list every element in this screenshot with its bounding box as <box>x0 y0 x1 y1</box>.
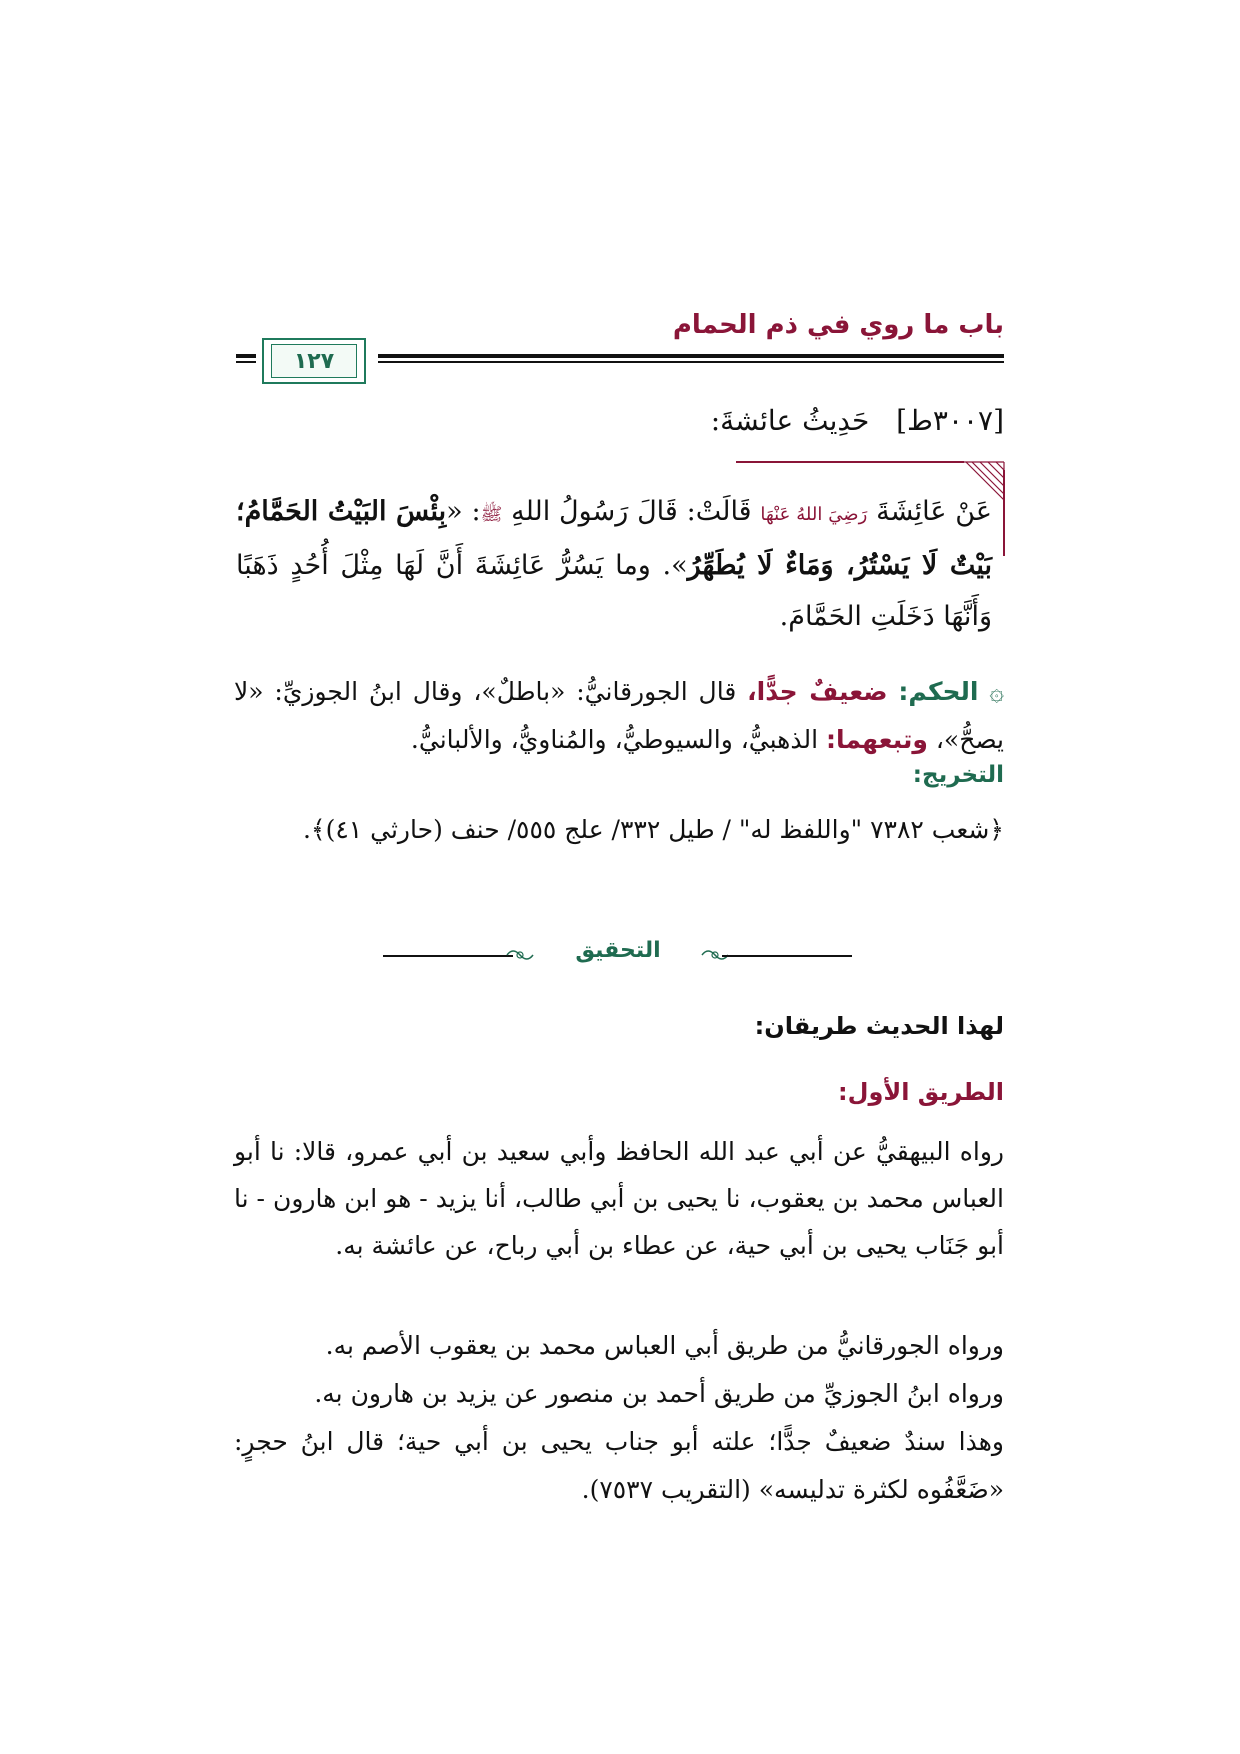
matn-rest: ». وما يَسُرُّ عَائِشَةَ أَنَّ لَهَا مِثْلَ أُحُدٍ ذَهَبًا وَأَنَّهَا دَخَلَتِ الحَمَّامَ. <box>236 550 992 632</box>
hadith-heading <box>711 404 1004 437</box>
matn-bracket-side <box>1003 470 1005 556</box>
matn-bracket-line <box>736 461 964 463</box>
chapter-title: باب ما روي في ذم الحمام <box>672 310 1004 340</box>
hukm-paragraph <box>234 668 1004 764</box>
radiya-glyph: رَضِيَ اللهُ عَنْهَا <box>760 504 868 525</box>
header-rule-left-thin <box>236 361 256 363</box>
first-path-heading: الطريق الأول: <box>838 1078 1004 1106</box>
hukm-label: الحكم: <box>898 677 979 706</box>
takhrij-text: ﴿شعب ٧٣٨٢ "واللفظ له" / طيل ٣٣٢/ علج ٥٥٥/ حنف (حارثي ٤١)﴾. <box>302 815 1004 844</box>
ibn-jawzi-paragraph: ورواه ابنُ الجوزيِّ من طريق أحمد بن منصور عن يزيد بن هارون به. <box>314 1379 1004 1408</box>
hadith-reference: [٣٠٠٧ط] <box>896 404 1004 437</box>
quote-open: : « <box>446 496 481 527</box>
takhrij-heading: التخريج: <box>912 762 1004 788</box>
isnad-verdict-paragraph: وهذا سندٌ ضعيفٌ جدًّا؛ علته أبو جناب يحيى بن أبي حية؛ قال ابنُ حجرٍ: «ضَعَّفُوه لكثرة تدليسه» (التقريب ٧٥٣٧). <box>234 1427 1004 1504</box>
first-path-paragraph: رواه البيهقيُّ عن أبي عبد الله الحافظ وأبي سعيد بن أبي عمرو، قالا: نا أبو العباس محمد بن يعقوب، نا يحيى بن أبي طالب، أنا يزيد - هو ابن هارون - نا أبو جَنَاب يحيى بن أبي حية، عن عطاء بن أبي رباح، عن عائشة به. <box>234 1137 1004 1260</box>
hadith-matn <box>236 486 992 642</box>
divider-line-right <box>722 955 852 957</box>
header-rule-left <box>236 354 256 358</box>
analysis-block <box>234 1322 1004 1514</box>
matn-qalat: قَالَتْ: قَالَ رَسُولُ اللهِ <box>511 496 752 527</box>
hukm-text: قال الجورقانيُّ: «باطلٌ»، وقال ابنُ الجوزيِّ: «لا يصحُّ»، <box>234 677 1004 754</box>
divider-line-left <box>383 955 513 957</box>
hadith-title: حَدِيثُ عائشةَ: <box>710 404 870 437</box>
header-rule <box>378 354 1004 358</box>
hukm-follow-label: وتبعهما: <box>826 725 928 754</box>
hukm-followers: الذهبيُّ، والسيوطيُّ، والمُناويُّ، والألبانيُّ. <box>410 725 819 754</box>
matn-quote: بِئْسَ البَيْتُ الحَمَّامُ؛ بَيْتٌ لَا يَسْتُرُ، وَمَاءٌ لَا يُطَهِّرُ <box>236 496 992 581</box>
paths-intro: لهذا الحديث طريقان: <box>754 1012 1004 1040</box>
salla-glyph: ﷺ <box>480 504 503 525</box>
hukm-verdict: ضعيفٌ جدًّا، <box>747 677 888 706</box>
flower-icon: ۞ <box>989 677 1004 706</box>
page-number: ١٢٧ <box>293 348 335 374</box>
tahqiq-heading: التحقيق <box>575 938 661 963</box>
header-rule-thin <box>378 361 1004 363</box>
jawraqani-paragraph: ورواه الجورقانيُّ من طريق أبي العباس محمد بن يعقوب الأصم به. <box>325 1331 1004 1360</box>
matn-intro: عَنْ عَائِشَةَ <box>876 496 992 527</box>
page-number-frame <box>262 338 366 384</box>
